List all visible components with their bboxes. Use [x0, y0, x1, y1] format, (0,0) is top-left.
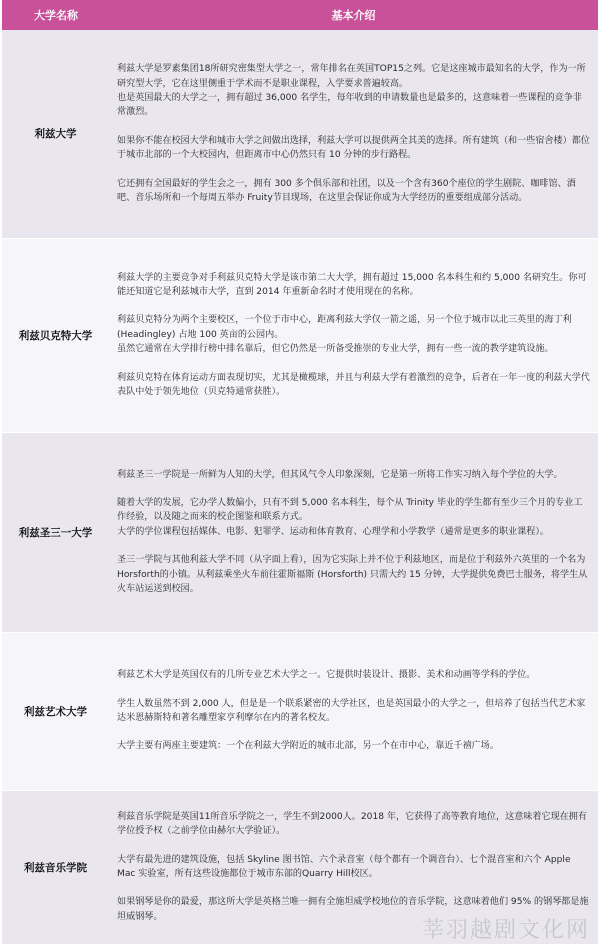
intro-paragraph: 大学有最先进的建筑设施，包括 Skyline 图书馆、六个录音室（每个都有一个调音台）、七个混音室和六个 Apple Mac 实验室，所有这些设施都位于城市东部的Quarry Hill校区。 [117, 854, 571, 879]
table-header-row [2, 0, 598, 30]
intro-paragraph: 利兹大学是罗素集团18所研究密集型大学之一，常年排名在英国TOP15之列。它是这座城市最知名的大学，作为一所研究型大学，它在这里侧重于学术而不是职业课程，入学要求普遍较高。 [117, 64, 586, 89]
university-intro [109, 238, 598, 432]
university-name: 利兹音乐学院 [2, 790, 109, 944]
header-basic-intro: 基本介绍 [109, 0, 598, 30]
university-name: 利兹艺术大学 [2, 632, 109, 790]
university-intro [109, 30, 598, 238]
header-university-name: 大学名称 [2, 0, 109, 30]
university-intro [109, 432, 598, 632]
intro-paragraph: 利兹圣三一学院是一所鲜为人知的大学，但其风气令人印象深刻，它是第一所将工作实习纳入每个学位的大学。 [117, 469, 563, 480]
table-row [2, 238, 598, 432]
intro-paragraph: 圣三一学院与其他利兹大学不同（从字面上看），因为它实际上并不位于利兹地区，而是位于利兹外六英里的一个名为Horsforth的小镇。从利兹乘坐火车前往霍斯福斯 (Horsforth) 只需大约 15 分钟，大学提供免费巴士服务，将学生从火车站运送到校园。 [117, 555, 588, 595]
intro-paragraph: 如果钢琴是你的最爱，那这所大学是英格兰唯一拥有全施坦威学校地位的音乐学院，这意味着他们 95% 的钢琴都是施坦威钢琴。 [117, 897, 589, 922]
intro-paragraph: 也是英国最大的大学之一，拥有超过 36,000 名学生，每年收到的申请数量也是最多的，这意味着一些课程的竞争非常激烈。 [117, 92, 583, 118]
university-table [2, 0, 598, 945]
watermark: 莘羽越剧文化网 [421, 918, 590, 943]
table-row [2, 432, 598, 632]
university-name: 利兹大学 [2, 30, 109, 238]
intro-paragraph: 利兹音乐学院是英国11所音乐学院之一，学生不到2000人。2018 年，它获得了高等教育地位，这意味着它现在拥有学位授予权（之前学位由赫尔大学验证）。 [117, 811, 587, 837]
intro-paragraph: 它还拥有全国最好的学生会之一，拥有 300 多个俱乐部和社团，以及一个含有360个座位的学生剧院、咖啡馆、酒吧、音乐场所和一个每周五举办 Fruity节目现场，在这里会保证你成为大学经历的重要组成部分活动。 [117, 178, 576, 203]
intro-paragraph: 如果你不能在校园大学和城市大学之间做出选择，利兹大学可以提供两全其美的选择。所有建筑（和一些宿舍楼）都位于城市北部的一个大校园内，但距离市中心仍然只有 10 分钟的步行路程。 [117, 135, 590, 161]
table-row [2, 30, 598, 238]
intro-paragraph: 利兹大学的主要竞争对手利兹贝克特大学是该市第二大大学，拥有超过 15,000 名本科生和约 5,000 名研究生。你可能还知道它是利兹城市大学，直到 2014 年重新命名时才使用现在的名称。 [117, 272, 587, 297]
university-name: 利兹圣三一大学 [2, 432, 109, 632]
intro-paragraph: 利兹贝克特分为两个主要校区，一个位于市中心，距离利兹大学仅一箭之遥，另一个位于城市以北三英里的海丁利 (Headingley) 占地 100 英亩的公园内。 [117, 315, 572, 340]
university-intro [109, 632, 598, 790]
intro-paragraph: 虽然它通常在大学排行榜中排名靠后，但它仍然是一所备受推崇的专业大学，拥有一些一流的教学建筑设施。 [117, 344, 554, 355]
intro-paragraph: 学生人数虽然不到 2,000 人，但是是一个联系紧密的大学社区，也是英国最小的大学之一，但培养了包括当代艺术家达米恩赫斯特和著名雕塑家亨利摩尔在内的著名校友。 [117, 698, 586, 723]
intro-paragraph: 利兹艺术大学是英国仅有的几所专业艺术大学之一。它提供时装设计、摄影、美术和动画等学科的学位。 [117, 670, 536, 681]
intro-paragraph: 利兹贝克特在体育运动方面表现切实，尤其是橄榄球，并且与利兹大学有着激烈的竞争，后者在一年一度的利兹大学代表队中处于领先地位（贝克特通常获胜）。 [117, 372, 590, 398]
intro-paragraph: 大学的学位课程包括媒体、电影、犯罪学、运动和体育教育、心理学和小学教学（通常是更多的职业课程）。 [117, 526, 549, 537]
intro-paragraph: 随着大学的发展，它办学人数偏小，只有不到 5,000 名本科生，每个从 Trinity 毕业的学生都有至少三个月的专业工作经验，以及随之而来的校企图鉴和联系方式。 [117, 497, 583, 523]
intro-paragraph: 大学主要有两座主要建筑：一个在利兹大学附近的城市北部，另一个在市中心，靠近千禧广场。 [117, 741, 499, 752]
university-name: 利兹贝克特大学 [2, 238, 109, 432]
table-row [2, 632, 598, 790]
